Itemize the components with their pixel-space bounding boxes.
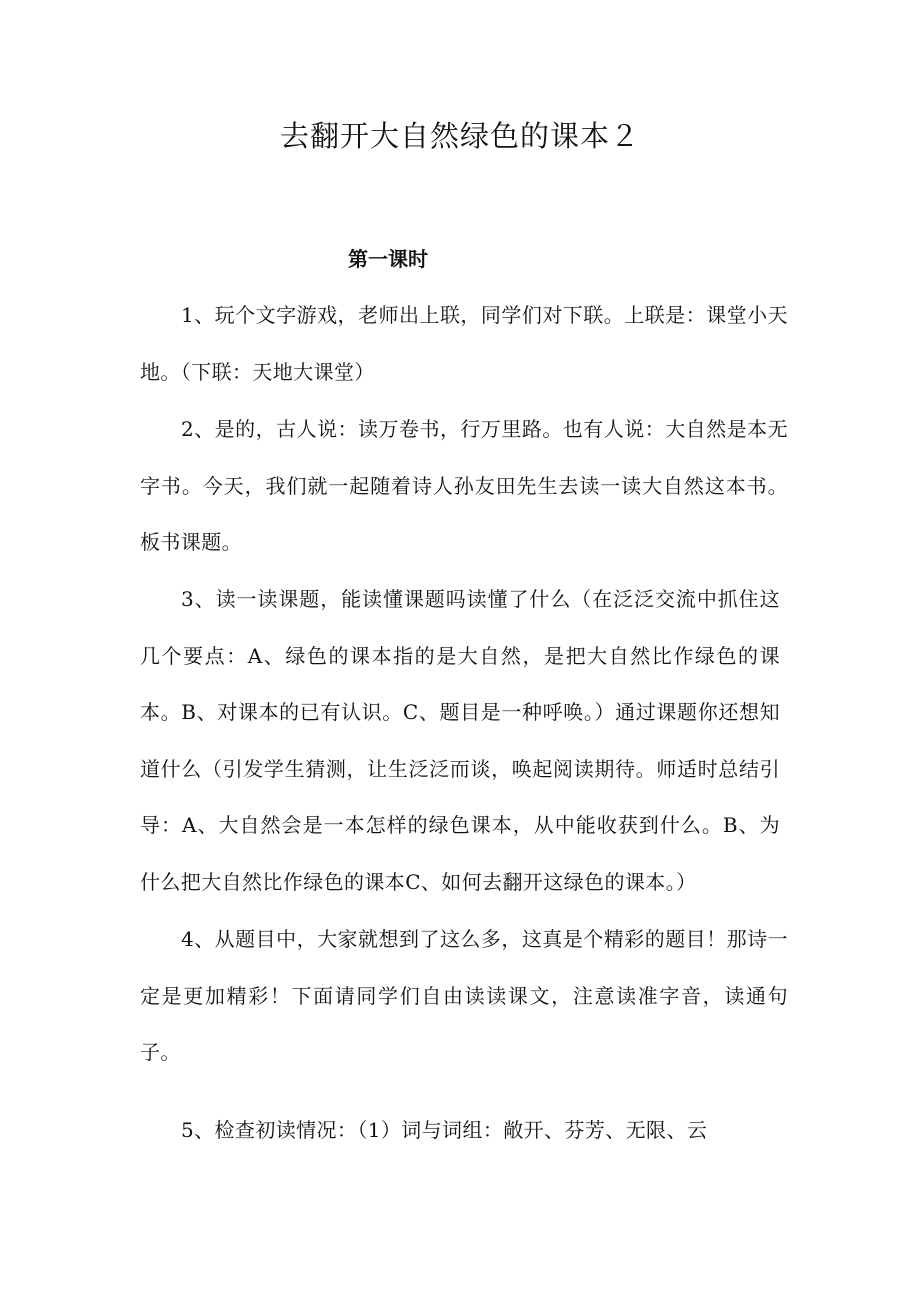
paragraph-5: 5、检查初读情况：（1）词与词组：敞开、芬芳、无限、云 bbox=[181, 1118, 708, 1142]
paragraph-4: 4、从题目中，大家就想到了这么多，这真是个精彩的题目！那诗一定是更加精彩！下面请同学们自由读读课文，注意读准字音，读通句子。 bbox=[140, 927, 788, 1065]
paragraph-2: 2、是的，古人说：读万卷书，行万里路。也有人说：大自然是本无字书。今天，我们就一起随着诗人孙友田先生去读一读大自然这本书。板书课题。 bbox=[140, 417, 788, 555]
paragraph-3: 3、读一读课题，能读懂课题吗读懂了什么（在泛泛交流中抓住这几个要点：A、绿色的课本指的是大自然，是把大自然比作绿色的课本。B、对课本的已有认识。C、题目是一种呼唤。）通过课题你还想知道什么（引发学生猜测，让生泛泛而谈，唤起阅读期待。师适时总结引导：A、大自然会是一本怎样的绿色课本，从中能收获到什么。B、为什么把大自然比作绿色的课本C、如何去翻开这绿色的课本。） bbox=[140, 587, 780, 894]
document-title: 去翻开大自然绿色的课本２ bbox=[279, 119, 640, 153]
section-heading: 第一课时 bbox=[348, 247, 428, 271]
paragraph-1: 1、玩个文字游戏，老师出上联，同学们对下联。上联是：课堂小天地。（下联：天地大课堂） bbox=[140, 303, 788, 384]
